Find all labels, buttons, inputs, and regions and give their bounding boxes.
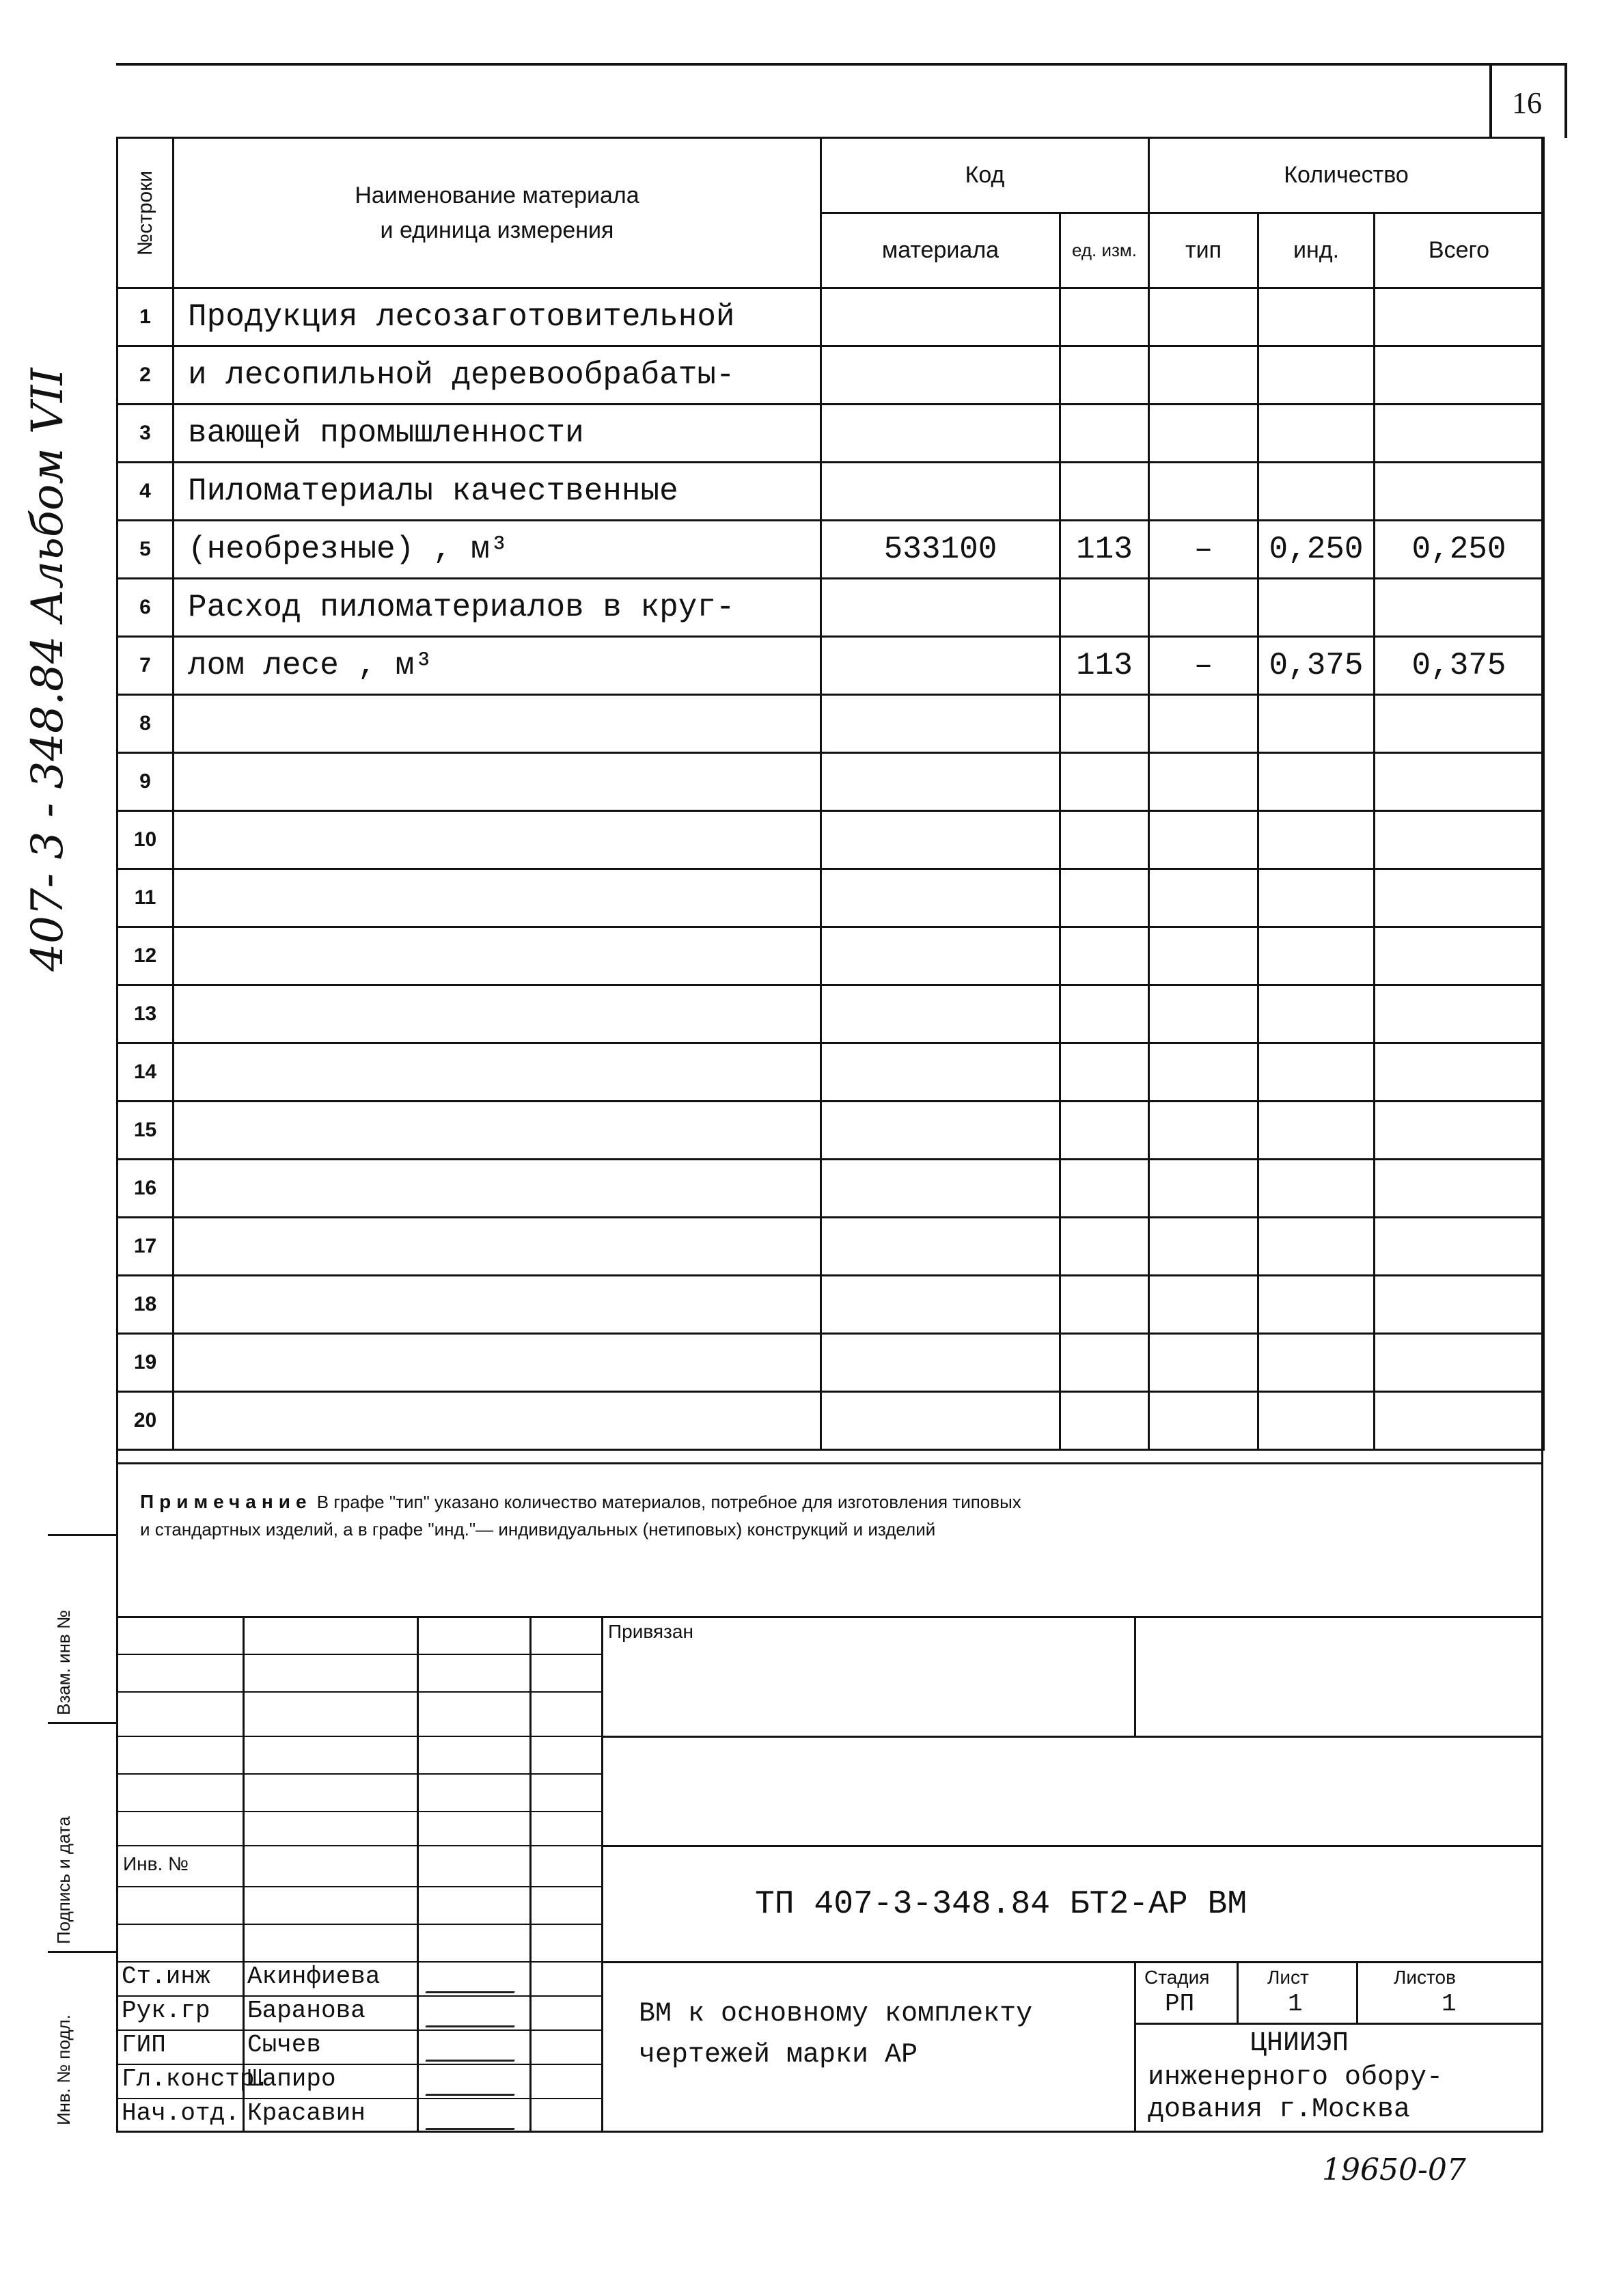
qty-ind: [1258, 1276, 1375, 1334]
material-name: [174, 1102, 821, 1160]
table-row: [118, 695, 1544, 753]
qty-type: [1149, 811, 1258, 869]
table-row: [118, 1276, 1544, 1334]
material-code: [821, 1043, 1060, 1102]
title-divider: [1134, 1961, 1136, 2132]
header-row-number: [118, 138, 174, 288]
row-number: 14: [118, 1043, 174, 1102]
material-code: [821, 1102, 1060, 1160]
qty-total: [1375, 579, 1544, 637]
material-code: [821, 927, 1060, 985]
header-qty-group: Количество: [1149, 138, 1544, 213]
privyazan-label: Привязан: [608, 1621, 693, 1642]
table-row: [118, 1160, 1544, 1218]
unit-code: [1060, 1334, 1149, 1392]
qty-type: [1149, 927, 1258, 985]
qty-type: [1149, 288, 1258, 346]
row-number: 11: [118, 869, 174, 927]
table-row: [118, 463, 1544, 521]
material-name: [174, 695, 821, 753]
side-album-code: [14, 328, 82, 1011]
qty-type: [1149, 869, 1258, 927]
person-role: Нач.отд.: [122, 2099, 240, 2127]
row-number: 9: [118, 753, 174, 811]
material-code: [821, 1218, 1060, 1276]
qty-ind: [1258, 869, 1375, 927]
qty-total: [1375, 346, 1544, 405]
unit-code: [1060, 405, 1149, 463]
qty-ind: [1258, 695, 1375, 753]
person-name: Баранова: [247, 1997, 366, 2025]
material-code: [821, 405, 1060, 463]
stage-line: [1134, 2023, 1543, 2025]
table-row: [118, 1043, 1544, 1102]
qty-type: –: [1149, 521, 1258, 579]
qty-total: [1375, 405, 1544, 463]
left-grid-row-11: [116, 2030, 601, 2031]
qty-total: [1375, 811, 1544, 869]
qty-ind: [1258, 811, 1375, 869]
row-number: 10: [118, 811, 174, 869]
material-name: и лесопильной деревообрабаты-: [174, 346, 821, 405]
left-grid-row-3: [116, 1736, 601, 1737]
unit-code: [1060, 1102, 1149, 1160]
qty-ind: [1258, 1160, 1375, 1218]
margin-vzam-label: Взам. инв №: [53, 1610, 74, 1715]
sheets-label: Листов: [1394, 1967, 1456, 1988]
table-row: [118, 1102, 1544, 1160]
material-name: вающей промышленности: [174, 405, 821, 463]
unit-code: [1060, 1276, 1149, 1334]
signature: [426, 1965, 525, 1993]
org-line3: дования г.Москва: [1148, 2094, 1411, 2125]
qty-ind: [1258, 1392, 1375, 1450]
stamp-line-1: [601, 1736, 1543, 1738]
stamp-divider: [601, 1616, 603, 2132]
qty-ind: 0,250: [1258, 521, 1375, 579]
header-name-line2: и единица измерения: [380, 217, 614, 243]
header-code-group: Код: [821, 138, 1149, 213]
right-border: [1541, 137, 1543, 2132]
unit-code: [1060, 927, 1149, 985]
table-row: [118, 869, 1544, 927]
row-number: 2: [118, 346, 174, 405]
table-row: [118, 811, 1544, 869]
table-row: [118, 637, 1544, 695]
qty-ind: [1258, 288, 1375, 346]
bottom-border: [116, 2131, 1543, 2133]
row-number: 18: [118, 1276, 174, 1334]
material-name: [174, 753, 821, 811]
qty-type: –: [1149, 637, 1258, 695]
margin-podpis: [53, 1816, 81, 2163]
qty-ind: [1258, 346, 1375, 405]
header-name: [174, 138, 821, 288]
table-row: [118, 1218, 1544, 1276]
person-name: Акинфиева: [247, 1963, 381, 1991]
row-number: 7: [118, 637, 174, 695]
material-code: [821, 288, 1060, 346]
qty-total: [1375, 1102, 1544, 1160]
material-code: [821, 1334, 1060, 1392]
stage-col-1: [1237, 1961, 1239, 2023]
qty-ind: [1258, 753, 1375, 811]
unit-code: [1060, 1160, 1149, 1218]
title-line1: ВМ к основному комплекту: [639, 1999, 1033, 2030]
row-number: 16: [118, 1160, 174, 1218]
signature: [426, 2102, 525, 2130]
qty-total: [1375, 753, 1544, 811]
material-name: лом лесе , м³: [174, 637, 821, 695]
left-grid-row-6: [116, 1845, 601, 1846]
unit-code: [1060, 463, 1149, 521]
header-code-material: материала: [821, 213, 1060, 288]
material-name: [174, 1392, 821, 1450]
table-row: [118, 1392, 1544, 1450]
unit-code: [1060, 753, 1149, 811]
qty-type: [1149, 985, 1258, 1043]
materials-table: [116, 137, 1545, 1451]
material-code: 533100: [821, 521, 1060, 579]
sheet-label: Лист: [1267, 1967, 1309, 1988]
qty-type: [1149, 1102, 1258, 1160]
qty-total: [1375, 869, 1544, 927]
material-name: [174, 1334, 821, 1392]
row-number: 5: [118, 521, 174, 579]
margin-inv-podl-label: Инв. № подл.: [53, 2014, 74, 2125]
table-row: [118, 1334, 1544, 1392]
person-name: Красавин: [247, 2099, 366, 2127]
unit-code: [1060, 869, 1149, 927]
material-name: [174, 1276, 821, 1334]
qty-total: [1375, 1334, 1544, 1392]
qty-ind: [1258, 463, 1375, 521]
side-album-code-text: 407- 3 - 348.84 Альбом VII: [23, 368, 73, 972]
header-qty-total: Всего: [1375, 213, 1544, 288]
material-code: [821, 1276, 1060, 1334]
material-code: [821, 869, 1060, 927]
row-number: 3: [118, 405, 174, 463]
doc-code: ТП 407-3-348.84 БТ2-АР ВМ: [755, 1886, 1247, 1923]
qty-total: [1375, 1276, 1544, 1334]
bottom-code: 19650-07: [1322, 2152, 1466, 2187]
qty-ind: [1258, 405, 1375, 463]
material-code: [821, 637, 1060, 695]
sheets-value: 1: [1442, 1990, 1457, 2018]
material-code: [821, 579, 1060, 637]
org-line1: ЦНИИЭП: [1250, 2028, 1349, 2059]
left-grid-row-8: [116, 1924, 601, 1925]
top-border: [116, 63, 1564, 66]
stage-label: Стадия: [1144, 1967, 1210, 1988]
qty-total: [1375, 463, 1544, 521]
table-row: [118, 521, 1544, 579]
table-row: [118, 288, 1544, 346]
qty-ind: [1258, 1334, 1375, 1392]
unit-code: 113: [1060, 637, 1149, 695]
qty-ind: [1258, 927, 1375, 985]
row-number: 19: [118, 1334, 174, 1392]
material-code: [821, 695, 1060, 753]
left-grid-row-1: [116, 1654, 601, 1655]
material-code: [821, 463, 1060, 521]
table-row: [118, 927, 1544, 985]
row-number: 4: [118, 463, 174, 521]
material-code: [821, 811, 1060, 869]
row-number: 20: [118, 1392, 174, 1450]
header-code-unit: ед. изм.: [1060, 213, 1149, 288]
note-top-line: [116, 1462, 1543, 1464]
material-code: [821, 985, 1060, 1043]
material-name: [174, 1218, 821, 1276]
material-name: [174, 1043, 821, 1102]
sheet-value: 1: [1288, 1990, 1303, 2018]
row-number: 1: [118, 288, 174, 346]
row-number: 8: [118, 695, 174, 753]
qty-total: 0,375: [1375, 637, 1544, 695]
material-code: [821, 346, 1060, 405]
qty-ind: 0,375: [1258, 637, 1375, 695]
unit-code: [1060, 695, 1149, 753]
person-role: ГИП: [122, 2031, 166, 2059]
left-grid-row-4: [116, 1773, 601, 1775]
qty-type: [1149, 1334, 1258, 1392]
header-row-number-label: №строки: [133, 170, 156, 256]
qty-ind: [1258, 1218, 1375, 1276]
left-grid-col-1: [243, 1616, 245, 2132]
page-num-border-right: [1564, 63, 1567, 138]
header-name-line1: Наименование материала: [355, 182, 639, 208]
qty-type: [1149, 463, 1258, 521]
inv-no-label: Инв. №: [123, 1853, 189, 1874]
material-name: [174, 869, 821, 927]
qty-total: [1375, 1218, 1544, 1276]
left-grid-col-3: [529, 1616, 532, 2132]
margin-vzam: [53, 1610, 81, 1886]
qty-type: [1149, 346, 1258, 405]
row-number: 17: [118, 1218, 174, 1276]
qty-ind: [1258, 1102, 1375, 1160]
qty-type: [1149, 1218, 1258, 1276]
qty-ind: [1258, 1043, 1375, 1102]
left-grid-row-2: [116, 1691, 601, 1693]
qty-ind: [1258, 579, 1375, 637]
material-name: (необрезные) , м³: [174, 521, 821, 579]
unit-code: [1060, 1392, 1149, 1450]
material-name: Пиломатериалы качественные: [174, 463, 821, 521]
margin-sep-1: [48, 1534, 116, 1536]
stage-value: РП: [1165, 1990, 1195, 2018]
unit-code: [1060, 1043, 1149, 1102]
signature: [426, 1999, 525, 2027]
note-title: Примечание: [140, 1491, 312, 1512]
qty-type: [1149, 1043, 1258, 1102]
person-name: Шапиро: [247, 2065, 336, 2093]
org-line2: инженерного обору-: [1148, 2062, 1444, 2093]
qty-total: 0,250: [1375, 521, 1544, 579]
table-row: [118, 985, 1544, 1043]
unit-code: [1060, 811, 1149, 869]
header-qty-type: тип: [1149, 213, 1258, 288]
stamp-line-2: [601, 1845, 1543, 1847]
qty-type: [1149, 1160, 1258, 1218]
note-text: В графе "тип" указано количество материалов, потребное для изготовления типовых и стандартных изделий, а в графе "инд."— индивидуальных (нетиповых) конструкций и изделий: [140, 1492, 1021, 1540]
stamp-line-3: [601, 1961, 1543, 1963]
person-role: Гл.констр.: [122, 2065, 270, 2093]
qty-type: [1149, 579, 1258, 637]
row-number: 15: [118, 1102, 174, 1160]
left-border: [116, 137, 118, 2132]
unit-code: [1060, 288, 1149, 346]
qty-type: [1149, 405, 1258, 463]
qty-type: [1149, 695, 1258, 753]
left-grid-row-5: [116, 1811, 601, 1812]
table-row: [118, 405, 1544, 463]
header-qty-ind: инд.: [1258, 213, 1375, 288]
material-name: [174, 985, 821, 1043]
qty-total: [1375, 1392, 1544, 1450]
margin-podpis-label: Подпись и дата: [53, 1816, 74, 1944]
qty-total: [1375, 985, 1544, 1043]
qty-total: [1375, 695, 1544, 753]
left-grid-row-7: [116, 1886, 601, 1887]
unit-code: [1060, 346, 1149, 405]
person-role: Ст.инж: [122, 1963, 210, 1991]
row-number: 12: [118, 927, 174, 985]
table-row: [118, 346, 1544, 405]
unit-code: [1060, 579, 1149, 637]
page-number: 16: [1512, 85, 1542, 120]
table-row: [118, 579, 1544, 637]
note-bottom-line: [116, 1616, 1543, 1618]
qty-type: [1149, 1392, 1258, 1450]
qty-total: [1375, 1043, 1544, 1102]
qty-type: [1149, 1276, 1258, 1334]
privyazan-divider: [1134, 1616, 1136, 1736]
stage-col-2: [1356, 1961, 1358, 2023]
person-name: Сычев: [247, 2031, 322, 2059]
material-code: [821, 1160, 1060, 1218]
material-code: [821, 1392, 1060, 1450]
material-name: [174, 927, 821, 985]
signature: [426, 2034, 525, 2062]
material-name: Расход пиломатериалов в круг-: [174, 579, 821, 637]
qty-total: [1375, 927, 1544, 985]
qty-total: [1375, 288, 1544, 346]
table-row: [118, 753, 1544, 811]
row-number: 13: [118, 985, 174, 1043]
unit-code: [1060, 1218, 1149, 1276]
material-name: Продукция лесозаготовительной: [174, 288, 821, 346]
signature: [426, 2068, 525, 2096]
row-number: 6: [118, 579, 174, 637]
material-name: [174, 811, 821, 869]
qty-total: [1375, 1160, 1544, 1218]
material-name: [174, 1160, 821, 1218]
qty-ind: [1258, 985, 1375, 1043]
note: [140, 1488, 1028, 1543]
left-grid-col-2: [417, 1616, 419, 2132]
person-role: Рук.гр: [122, 1997, 210, 2025]
unit-code: [1060, 985, 1149, 1043]
material-code: [821, 753, 1060, 811]
title-line2: чертежей марки АР: [639, 2040, 918, 2070]
unit-code: 113: [1060, 521, 1149, 579]
qty-type: [1149, 753, 1258, 811]
